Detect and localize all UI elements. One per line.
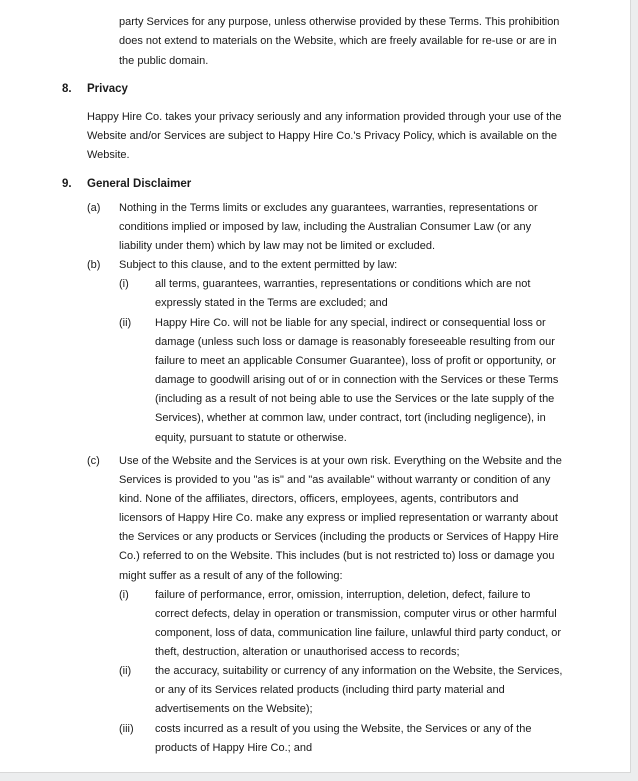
- section-heading: General Disclaimer: [87, 178, 192, 190]
- text-line: Use of the Website and the Services is at your own risk. Everything on the Website and the: [119, 455, 562, 467]
- text-line: advertisements on the Website);: [155, 703, 313, 715]
- text-line: Happy Hire Co. will not be liable for any special, indirect or consequential loss or: [155, 317, 546, 329]
- text-line: licensors of Happy Hire Co. make any express or implied representation or warranty about: [119, 512, 558, 524]
- clause-marker: (a): [87, 202, 101, 214]
- text-line: failure to meet an applicable Consumer Guarantee), loss of profit or opportunity, or: [155, 355, 556, 367]
- text-line: Co.) referred to on the Website. This includes (but is not restricted to) loss or damage you: [119, 550, 555, 562]
- text-line: the public domain.: [119, 55, 209, 67]
- text-line: failure of performance, error, omission, interruption, deletion, defect, failure to: [155, 589, 531, 601]
- text-line: Website and/or Services are subject to Happy Hire Co.'s Privacy Policy, which is available on the: [87, 130, 558, 142]
- text-line: kind. None of the affiliates, directors, officers, employees, agents, contributors and: [119, 493, 519, 505]
- clause-marker: (c): [87, 455, 100, 467]
- text-line: the accuracy, suitability or currency of any information on the Website, the Services,: [155, 665, 563, 677]
- text-line: costs incurred as a result of you using the Website, the Services or any of the: [155, 723, 532, 735]
- text-line: the Services or any products or Services (including the products or Services of Happy Hire: [119, 531, 559, 543]
- text-line: products of Happy Hire Co.; and: [155, 742, 313, 754]
- text-line: Website.: [87, 149, 130, 161]
- clause-marker: (b): [87, 259, 101, 271]
- text-line: component, loss of data, communication line failure, unlawful third party conduct, or: [155, 627, 561, 639]
- text-line: all terms, guarantees, warranties, representations or conditions which are not: [155, 278, 531, 290]
- text-line: correct defects, delay in operation or transmission, computer virus or other harmful: [155, 608, 557, 620]
- text-line: does not extend to materials on the Website, which are freely available for re-use or are in: [119, 35, 557, 47]
- subclause-marker: (i): [119, 589, 129, 601]
- text-line: expressly stated in the Terms are excluded; and: [155, 297, 388, 309]
- subclause-marker: (i): [119, 278, 129, 290]
- text-line: Nothing in the Terms limits or excludes any guarantees, warranties, representations or: [119, 202, 538, 214]
- text-line: or any of its Services related products (including third party material and: [155, 684, 505, 696]
- section-number: 9.: [62, 178, 72, 190]
- section-number: 8.: [62, 83, 72, 95]
- text-line: conditions implied or imposed by law, including the Australian Consumer Law (or any: [119, 221, 532, 233]
- text-line: Happy Hire Co. takes your privacy seriously and any information provided through your use of the: [87, 111, 562, 123]
- text-line: equity, pursuant to statute or otherwise.: [155, 432, 347, 444]
- text-line: Services is provided to you "as is" and "as available" without warranty or condition of any: [119, 474, 551, 486]
- text-line: damage (unless such loss or damage is reasonably foreseeable resulting from our: [155, 336, 555, 348]
- section-heading: Privacy: [87, 83, 128, 95]
- text-line: might suffer as a result of any of the following:: [119, 570, 343, 582]
- text-line: theft, destruction, alteration or unauthorised access to records;: [155, 646, 460, 658]
- text-line: damage to goodwill arising out of or in connection with the Services or these Terms: [155, 374, 559, 386]
- subclause-marker: (ii): [119, 317, 132, 329]
- text-line: liability under them) which by law may not be limited or excluded.: [119, 240, 436, 252]
- text-line: party Services for any purpose, unless otherwise provided by these Terms. This prohibition: [119, 16, 560, 28]
- subclause-marker: (ii): [119, 665, 132, 677]
- text-line: Services), whether at common law, under contract, tort (including negligence), in: [155, 412, 546, 424]
- text-line: (including as a result of not being able to use the Services or the late supply of the: [155, 393, 555, 405]
- subclause-marker: (iii): [119, 723, 134, 735]
- text-line: Subject to this clause, and to the extent permitted by law:: [119, 259, 398, 271]
